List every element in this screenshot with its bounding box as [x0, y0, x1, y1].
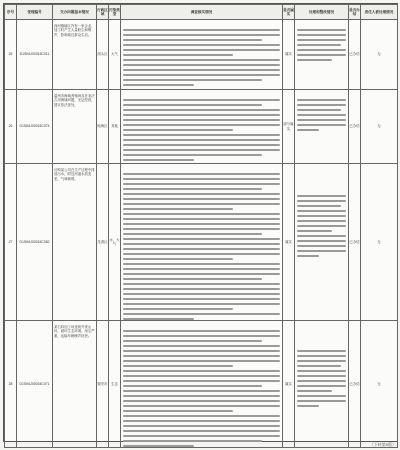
text-block [296, 164, 347, 257]
table-row [5, 164, 398, 321]
table-row [5, 90, 398, 164]
text-block [122, 90, 281, 161]
cell-investigation [121, 20, 283, 90]
cell-handling [295, 164, 349, 321]
header-handling: 处理和整改情况 [295, 5, 349, 20]
cell-issue: 某石料加工场违规开采山体，破坏生态环境，扬尘严重，运输车辆噪声扰民。 [53, 321, 97, 448]
cell-issue: 温州市海域养殖场存在非法占用海域问题，无证经营，建议依法查处。 [53, 90, 97, 164]
cell-truth: 属实 [283, 164, 295, 321]
header-pollution: 污染类型 [109, 5, 121, 20]
cell-handling [295, 20, 349, 90]
cell-pollution: 生态 [109, 321, 121, 448]
header-district: 行政区域 [97, 5, 109, 20]
text-block [296, 20, 347, 61]
header-seq: 序号 [5, 5, 17, 20]
header-punish: 责任人被处理情况 [361, 5, 398, 20]
cell-district: 瓯海区 [97, 90, 109, 164]
cell-district: 龙湾区 [97, 164, 109, 321]
table-row [5, 20, 398, 90]
cell-seq: 25 [5, 20, 17, 90]
cell-investigation [121, 90, 283, 164]
text-block [296, 90, 347, 131]
cell-investigation [121, 321, 283, 448]
text-block [296, 321, 347, 407]
cell-code: D1SK6J00015C074 [17, 90, 53, 164]
cell-district: 洞头区 [97, 20, 109, 90]
header-truth: 是否属实 [283, 5, 295, 20]
cell-seq: 26 [5, 90, 17, 164]
table-header-row [5, 5, 398, 20]
header-code: 受理编号 [17, 5, 53, 20]
text-block [122, 20, 281, 86]
cell-truth: 属实 [283, 321, 295, 448]
cell-issue: 西河镇辖区内有一家企业，加工时产生大量粉尘和噪声，影响周边群众生活。 [53, 20, 97, 90]
cell-pollution: 大气 [109, 20, 121, 90]
cell-district: 瑞安市 [97, 321, 109, 448]
header-status: 是否办结 [349, 5, 361, 20]
document-page [3, 3, 398, 442]
cell-status: 已办结 [349, 20, 361, 90]
cell-truth: 部分属实 [283, 90, 295, 164]
cell-issue: 反映某公司在生产过程中排放污水，附近河道水质变差，气味刺鼻。 [53, 164, 97, 321]
cell-handling [295, 321, 349, 448]
complaint-table [4, 4, 398, 448]
table-row [5, 321, 398, 448]
header-issue: 交办问题基本情况 [53, 5, 97, 20]
cell-punish: 无 [361, 321, 398, 448]
text-block [122, 321, 281, 447]
cell-seq: 28 [5, 321, 17, 448]
continued-note: （下转第5版） [369, 442, 396, 447]
cell-code: D1SK6J00015C011 [17, 20, 53, 90]
cell-code: D1SK6J00015C082 [17, 164, 53, 321]
cell-code: D1SK6J00015C071 [17, 321, 53, 448]
header-investigation: 调查核实情况 [121, 5, 283, 20]
cell-status: 已办结 [349, 164, 361, 321]
cell-punish: 无 [361, 20, 398, 90]
cell-pollution: 其他 [109, 90, 121, 164]
cell-truth: 属实 [283, 20, 295, 90]
cell-status: 已办结 [349, 90, 361, 164]
cell-handling [295, 90, 349, 164]
cell-status: 已办结 [349, 321, 361, 448]
cell-investigation [121, 164, 283, 321]
cell-punish: 无 [361, 164, 398, 321]
cell-seq: 27 [5, 164, 17, 321]
cell-punish: 无 [361, 90, 398, 164]
text-block [122, 164, 281, 320]
cell-pollution: 水，大气 [109, 164, 121, 321]
